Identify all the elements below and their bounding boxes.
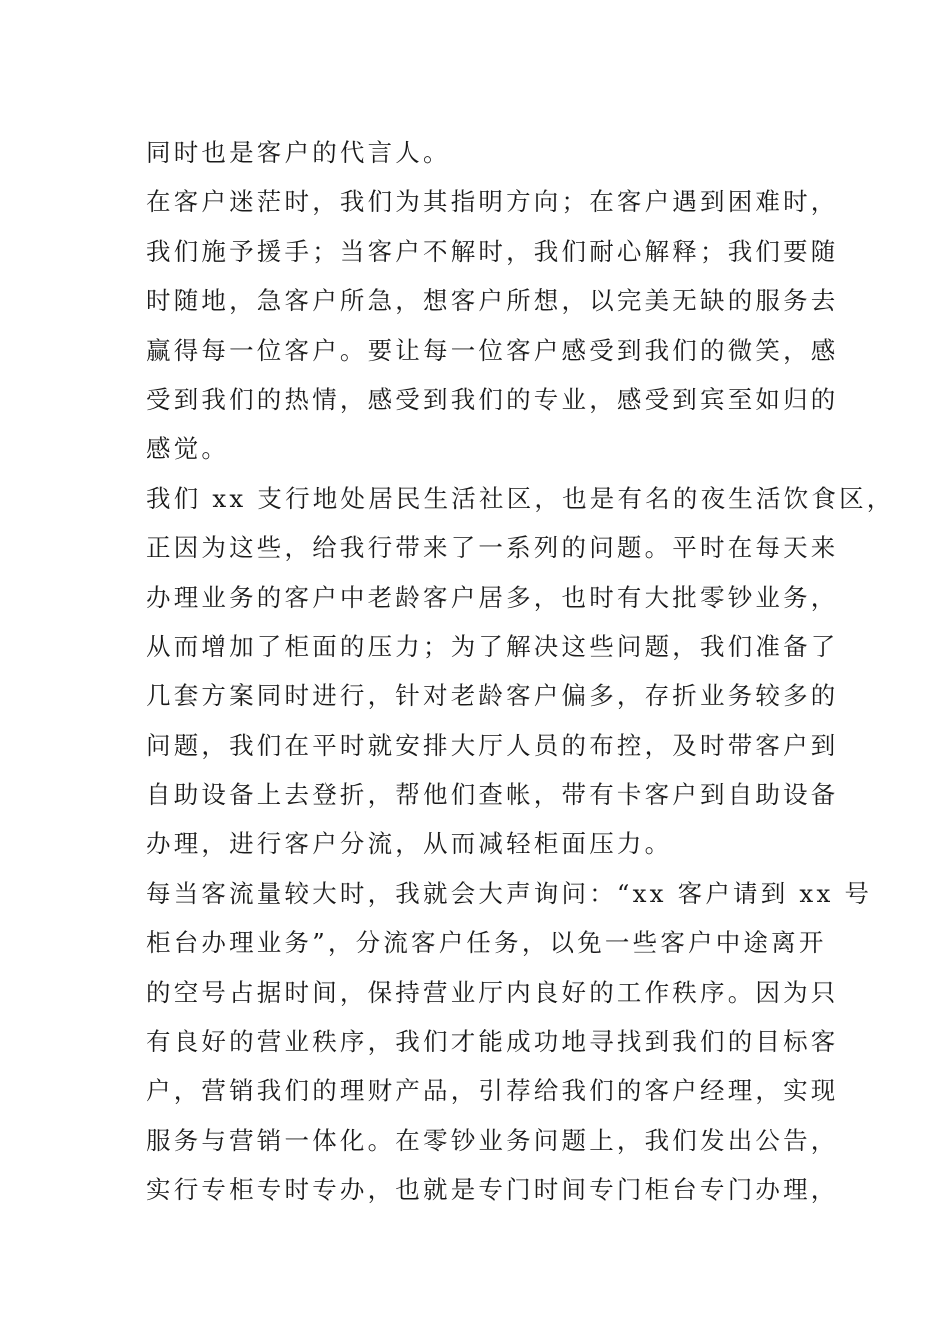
text-line: 户，营销我们的理财产品，引荐给我们的客户经理，实现 — [146, 1076, 839, 1106]
text-line: 几套方案同时进行，针对老龄客户偏多，存折业务较多的 — [146, 681, 839, 711]
text-line: 实行专柜专时专办，也就是专门时间专门柜台专门办理， — [146, 1175, 839, 1205]
text-line: 有良好的营业秩序，我们才能成功地寻找到我们的目标客 — [146, 1027, 839, 1057]
text-line: 在客户迷茫时，我们为其指明方向；在客户遇到困难时， — [146, 187, 839, 217]
text-line: 赢得每一位客户。要让每一位客户感受到我们的微笑，感 — [146, 335, 839, 365]
text-line: 的空号占据时间，保持营业厅内良好的工作秩序。因为只 — [146, 977, 839, 1007]
text-line: 正因为这些，给我行带来了一系列的问题。平时在每天来 — [146, 533, 839, 563]
text-line: 同时也是客户的代言人。 — [146, 138, 451, 167]
text-line: 办理，进行客户分流，从而减轻柜面压力。 — [146, 829, 673, 859]
body-text — [146, 128, 895, 1215]
text-line: 柜台办理业务”，分流客户任务，以免一些客户中途离开 — [146, 928, 827, 958]
text-line: 我们施予援手；当客户不解时，我们耐心解释；我们要随 — [146, 236, 839, 266]
text-line: 问题，我们在平时就安排大厅人员的布控，及时带客户到 — [146, 730, 839, 760]
text-line: 我们 xx 支行地处居民生活社区，也是有名的夜生活饮食区， — [146, 483, 895, 513]
text-line: 每当客流量较大时，我就会大声询问：“xx 客户请到 xx 号 — [146, 878, 873, 908]
text-line: 自助设备上去登折，帮他们查帐，带有卡客户到自助设备 — [146, 780, 839, 810]
text-line: 从而增加了柜面的压力；为了解决这些问题，我们准备了 — [146, 631, 839, 661]
text-line: 办理业务的客户中老龄客户居多，也时有大批零钞业务， — [146, 582, 839, 612]
text-line: 时随地，急客户所急，想客户所想，以完美无缺的服务去 — [146, 286, 839, 316]
text-line: 感觉。 — [146, 434, 230, 464]
text-line: 服务与营销一体化。在零钞业务问题上，我们发出公告， — [146, 1125, 839, 1155]
text-line: 受到我们的热情，感受到我们的专业，感受到宾至如归的 — [146, 384, 839, 414]
